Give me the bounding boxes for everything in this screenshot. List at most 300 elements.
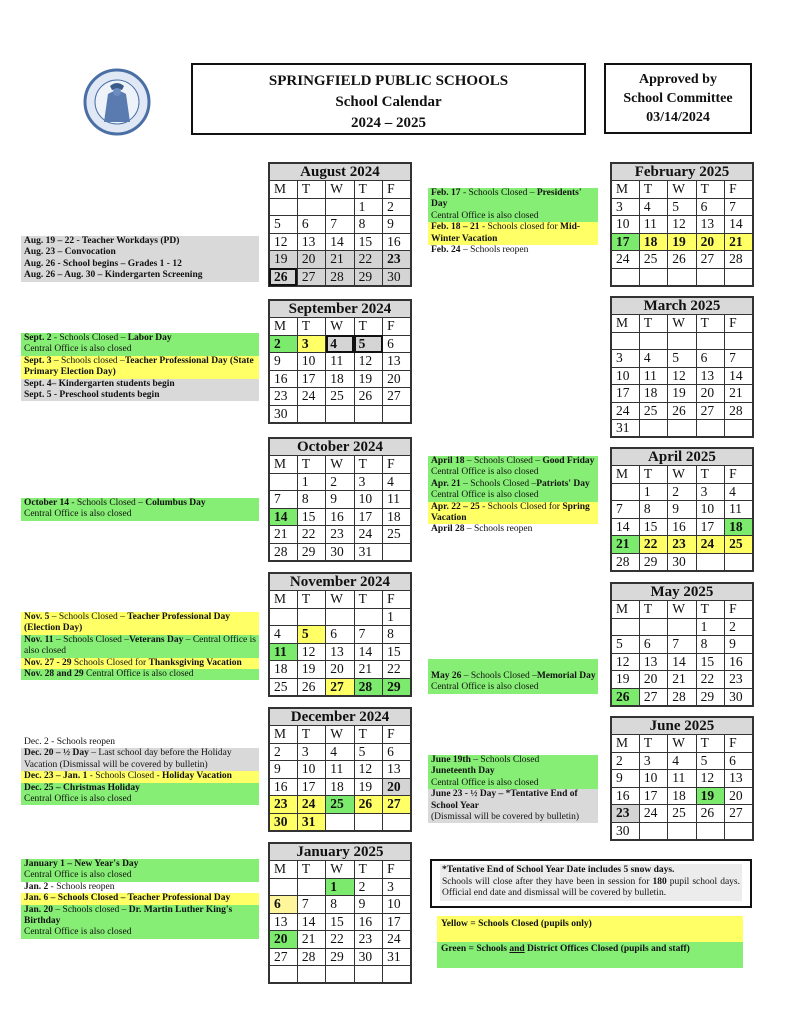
day: 27 [383,796,411,814]
day: 20 [326,661,354,679]
day: 20 [383,370,411,388]
day: 1 [326,878,354,896]
note: Dec. 20 – ½ Day – Last school day before the Holiday Vacation (Dismissal will be covered by bulletin) [21,748,259,771]
weekday-header: F [725,601,753,619]
day: 6 [297,216,325,234]
day: 21 [725,385,753,403]
note: June 19th – Schools Closed Juneteenth Day Central Office is also closed [428,755,598,789]
day: 18 [326,370,354,388]
august-notes [21,236,259,282]
day: 15 [326,913,354,931]
day: 26 [269,268,297,286]
weekday-header: W [326,456,354,474]
day: 31 [354,543,382,561]
day: 13 [297,233,325,251]
note: Nov. 5 – Schools Closed – Teacher Professional Day (Election Day) [21,612,259,635]
day: 12 [269,233,297,251]
day: 4 [326,743,354,761]
weekday-header: T [639,735,667,753]
day: 28 [668,688,696,706]
legend-yellow: Yellow = Schools Closed (pupils only) [437,916,743,942]
calendar-october-2024 [268,437,412,562]
day: 3 [297,335,325,353]
weekday-header: W [326,181,354,199]
day: 1 [639,483,667,501]
day: 16 [354,913,382,931]
weekday-header: T [297,861,325,879]
day: 1 [354,198,382,216]
day: 19 [611,671,639,689]
approved-by-label: Approved by [639,72,717,87]
day: 9 [269,353,297,371]
weekday-header: T [639,601,667,619]
snow-days-footnote: *Tentative End of School Year Date includes 5 snow days. Schools will close after they have been in session for 180 pupil school days. Official end date and dismissal will be covered by bulletin. [430,859,752,908]
day: 26 [354,796,382,814]
day: 25 [326,388,354,406]
weekday-header: M [611,181,639,199]
day: 16 [611,787,639,805]
day: 24 [297,796,325,814]
weekday-header: T [297,181,325,199]
day: 3 [639,752,667,770]
weekday-header: W [668,735,696,753]
day: 20 [269,931,297,949]
day: 18 [269,661,297,679]
day: 5 [668,198,696,216]
calendar-august-2024 [268,162,412,287]
day: 28 [326,268,354,286]
day: 12 [297,643,325,661]
month-title: November 2024 [269,573,411,591]
day: 12 [354,761,382,779]
day: 7 [668,636,696,654]
day: 24 [696,536,724,554]
note: Nov. 11 – Schools Closed –Veterans Day – Central Office is also closed [21,635,259,658]
note: Aug. 26 – Aug. 30 – Kindergarten Screening [21,270,259,281]
day: 21 [611,536,639,554]
month-title: January 2025 [269,843,411,861]
day: 20 [725,787,753,805]
day: 11 [326,353,354,371]
approval-date: 03/14/2024 [646,110,710,125]
november-notes [21,612,259,680]
day: 14 [611,518,639,536]
note: Sept. 2 - Schools Closed – Labor Day Central Office is also closed [21,333,259,356]
calendar-subtitle: School Calendar [335,94,442,110]
day: 23 [269,388,297,406]
note: April 18 – Schools Closed – Good Friday Central Office is also closed [428,456,598,479]
day: 17 [297,370,325,388]
day: 25 [269,678,297,696]
day: 15 [354,233,382,251]
weekday-header: T [297,456,325,474]
school-year: 2024 – 2025 [351,115,426,131]
weekday-header: M [611,735,639,753]
approver-name: School Committee [623,91,733,106]
day: 9 [383,216,411,234]
day: 16 [668,518,696,536]
note: Feb. 18 – 21 - Schools closed for Mid-Winter Vacation [428,222,598,245]
day: 5 [354,335,382,353]
day: 13 [383,761,411,779]
day: 19 [269,251,297,269]
day: 29 [297,543,325,561]
day: 6 [725,752,753,770]
weekday-header: T [354,181,382,199]
day: 28 [269,543,297,561]
day: 18 [725,518,753,536]
day: 15 [639,518,667,536]
day: 16 [269,370,297,388]
day: 15 [297,508,325,526]
day: 1 [383,608,411,626]
day: 21 [297,931,325,949]
day: 20 [639,671,667,689]
day: 7 [297,896,325,914]
weekday-header: M [269,861,297,879]
day: 14 [668,653,696,671]
day: 23 [725,671,753,689]
october-notes [21,498,259,521]
day: 13 [725,770,753,788]
day: 19 [668,233,696,251]
day: 2 [725,618,753,636]
day: 30 [725,688,753,706]
day: 29 [354,268,382,286]
day: 19 [354,370,382,388]
month-title: April 2025 [611,448,753,466]
note: Apr. 21 – Schools Closed –Patriots' Day Central Office is also closed [428,479,598,502]
day: 3 [611,350,639,368]
day: 8 [297,491,325,509]
day: 3 [297,743,325,761]
day: 24 [639,805,667,823]
day: 26 [668,251,696,269]
day: 27 [326,678,354,696]
april-notes [428,456,598,536]
day: 13 [696,367,724,385]
day: 25 [383,526,411,544]
weekday-header: T [297,591,325,609]
day: 16 [725,653,753,671]
day: 11 [383,491,411,509]
day: 24 [354,526,382,544]
day: 29 [326,948,354,966]
day: 2 [611,752,639,770]
day: 1 [297,473,325,491]
weekday-header: W [326,318,354,336]
day: 27 [696,251,724,269]
weekday-header: T [297,726,325,744]
day: 25 [639,251,667,269]
day: 10 [297,761,325,779]
day: 5 [269,216,297,234]
weekday-header: T [639,466,667,484]
day: 3 [354,473,382,491]
day: 23 [269,796,297,814]
weekday-header: T [354,726,382,744]
day: 13 [383,353,411,371]
day: 2 [383,198,411,216]
calendar-january-2025 [268,842,412,984]
day: 24 [611,402,639,420]
day: 9 [354,896,382,914]
day: 22 [639,536,667,554]
day: 29 [696,688,724,706]
day: 31 [383,948,411,966]
day: 13 [326,643,354,661]
day: 6 [696,350,724,368]
note: Nov. 27 - 29 Schools Closed for Thanksgiving Vacation [21,658,259,669]
month-title: March 2025 [611,297,753,315]
day: 22 [383,661,411,679]
day: 21 [668,671,696,689]
day: 6 [639,636,667,654]
weekday-header: M [269,591,297,609]
day: 26 [354,388,382,406]
day: 9 [668,501,696,519]
weekday-header: T [696,735,724,753]
weekday-header: T [696,466,724,484]
day: 14 [725,367,753,385]
weekday-header: T [354,861,382,879]
weekday-header: M [269,726,297,744]
month-title: September 2024 [269,300,411,318]
day: 6 [383,743,411,761]
weekday-header: F [725,466,753,484]
day: 26 [611,688,639,706]
day: 22 [696,671,724,689]
day: 26 [668,402,696,420]
day: 4 [326,335,354,353]
day: 19 [297,661,325,679]
day: 21 [354,661,382,679]
day: 23 [383,251,411,269]
day: 11 [668,770,696,788]
note: Jan. 2 - Schools reopen [24,881,115,892]
school-seal-logo [80,68,154,136]
day: 27 [269,948,297,966]
day: 23 [354,931,382,949]
weekday-header: F [725,735,753,753]
day: 28 [725,251,753,269]
day: 25 [639,402,667,420]
september-notes [21,333,259,401]
weekday-header: T [297,318,325,336]
day: 30 [383,268,411,286]
weekday-header: W [326,591,354,609]
calendar-may-2025 [610,582,754,707]
month-title: December 2024 [269,708,411,726]
day: 18 [639,385,667,403]
day: 6 [696,198,724,216]
month-title: August 2024 [269,163,411,181]
day: 12 [668,216,696,234]
weekday-header: T [639,315,667,333]
day: 10 [639,770,667,788]
day: 23 [668,536,696,554]
day: 30 [354,948,382,966]
weekday-header: T [354,318,382,336]
day: 28 [611,553,639,571]
day: 17 [297,778,325,796]
note: Apr. 22 – 25 - Schools Closed for Spring Vacation [428,502,598,525]
note: January 1 – New Year's Day Central Office is also closed [21,859,259,882]
day: 2 [326,473,354,491]
weekday-header: F [383,456,411,474]
weekday-header: F [725,315,753,333]
day: 6 [269,896,297,914]
day: 17 [383,913,411,931]
day: 5 [354,743,382,761]
day: 7 [269,491,297,509]
day: 12 [611,653,639,671]
day: 11 [639,367,667,385]
day: 22 [297,526,325,544]
day: 2 [269,335,297,353]
day: 13 [639,653,667,671]
day: 30 [269,813,297,831]
day: 21 [269,526,297,544]
day: 2 [269,743,297,761]
weekday-header: M [611,315,639,333]
weekday-header: F [383,726,411,744]
day: 20 [696,385,724,403]
note: Jan. 6 – Schools Closed – Teacher Professional Day [21,893,259,904]
day: 26 [696,805,724,823]
day: 4 [269,626,297,644]
calendar-march-2025 [610,296,754,438]
weekday-header: M [611,466,639,484]
note: Aug. 23 – Convocation [21,247,259,258]
day: 27 [696,402,724,420]
day: 20 [696,233,724,251]
day: 15 [383,643,411,661]
day: 12 [668,367,696,385]
day: 27 [639,688,667,706]
note: Aug. 19 – 22 - Teacher Workdays (PD) [21,236,259,247]
day: 29 [639,553,667,571]
day: 30 [326,543,354,561]
note: Sept. 5 - Preschool students begin [21,390,259,401]
december-notes [21,737,259,805]
note: Nov. 28 and 29 Central Office is also closed [21,669,259,680]
day: 15 [696,653,724,671]
month-title: June 2025 [611,717,753,735]
day: 10 [354,491,382,509]
month-title: February 2025 [611,163,753,181]
day: 28 [354,678,382,696]
day: 21 [725,233,753,251]
day: 11 [326,761,354,779]
day: 6 [383,335,411,353]
note: Feb. 17 - Schools Closed – Presidents' Day Central Office is also closed [428,188,598,222]
day: 27 [725,805,753,823]
day: 19 [668,385,696,403]
note: Sept. 3 – Schools closed –Teacher Professional Day (State Primary Election Day) [21,356,259,379]
day: 10 [383,896,411,914]
weekday-header: F [383,591,411,609]
day: 14 [326,233,354,251]
day: 5 [668,350,696,368]
day: 18 [668,787,696,805]
day: 8 [383,626,411,644]
weekday-header: T [354,456,382,474]
day: 10 [696,501,724,519]
weekday-header: W [668,466,696,484]
day: 2 [354,878,382,896]
weekday-header: F [725,181,753,199]
january-notes [21,859,259,939]
day: 16 [326,508,354,526]
calendar-title-box [191,63,586,135]
day: 5 [696,752,724,770]
day: 9 [326,491,354,509]
day: 8 [354,216,382,234]
day: 24 [383,931,411,949]
may-notes [428,659,598,694]
day: 31 [611,420,639,438]
day: 23 [611,805,639,823]
day: 7 [354,626,382,644]
day: 18 [326,778,354,796]
calendar-april-2025 [610,447,754,572]
february-notes [428,188,598,256]
day: 26 [297,678,325,696]
legend-green: Green = Schools and District Offices Closed (pupils and staff) [437,942,743,968]
day: 30 [269,405,297,423]
day: 30 [611,822,639,840]
day: 17 [639,787,667,805]
day: 5 [297,626,325,644]
day: 11 [725,501,753,519]
day: 18 [383,508,411,526]
day: 16 [383,233,411,251]
day: 21 [326,251,354,269]
day: 30 [668,553,696,571]
day: 19 [354,778,382,796]
note: Dec. 23 – Jan. 1 - Schools Closed - Holiday Vacation [21,771,259,782]
day: 4 [725,483,753,501]
day: 25 [725,536,753,554]
day: 28 [725,402,753,420]
weekday-header: T [696,181,724,199]
day: 14 [354,643,382,661]
calendar-december-2024 [268,707,412,832]
calendar-september-2024 [268,299,412,424]
calendar-february-2025 [610,162,754,287]
weekday-header: W [326,726,354,744]
calendar-june-2025 [610,716,754,841]
day: 9 [269,761,297,779]
day: 8 [326,896,354,914]
approval-box [604,63,752,134]
day: 11 [639,216,667,234]
day: 28 [297,948,325,966]
month-title: October 2024 [269,438,411,456]
day: 22 [326,931,354,949]
day: 4 [383,473,411,491]
weekday-header: T [696,601,724,619]
day: 8 [696,636,724,654]
day: 22 [354,251,382,269]
day: 4 [639,350,667,368]
day: 31 [297,813,325,831]
weekday-header: W [668,181,696,199]
june-notes [428,755,598,823]
footnote-heading: *Tentative End of School Year Date includes 5 snow days. [442,865,675,875]
month-title: May 2025 [611,583,753,601]
